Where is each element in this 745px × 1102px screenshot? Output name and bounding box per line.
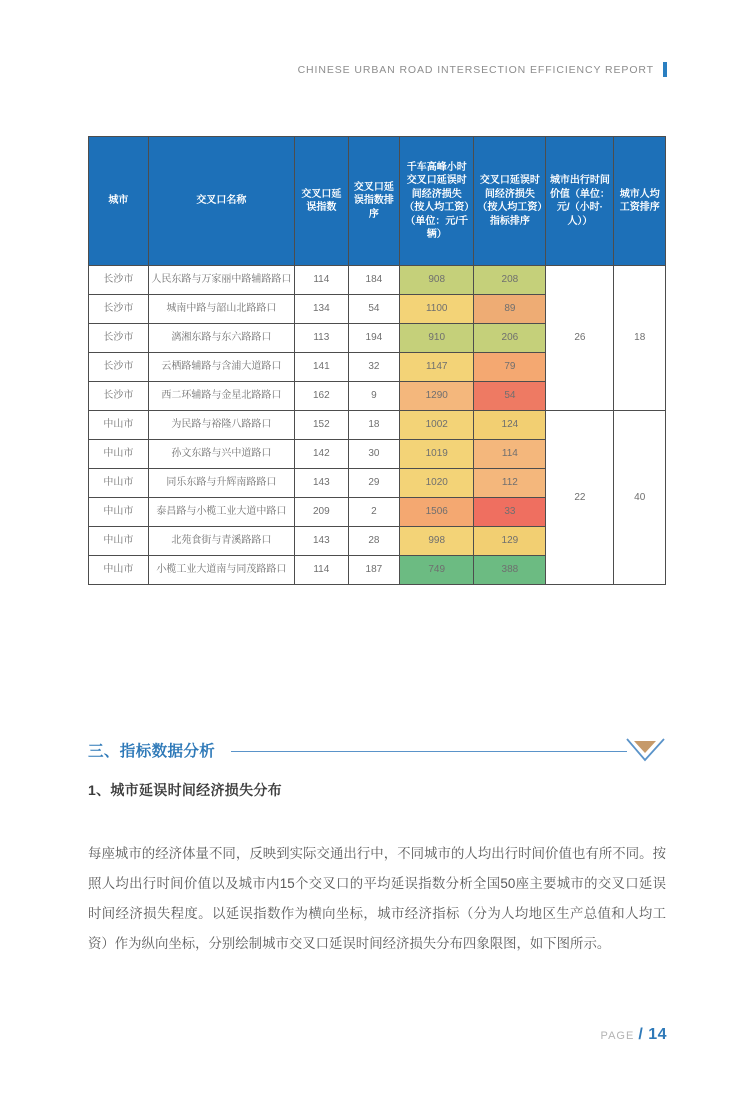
cell-economic-loss: 908: [400, 266, 474, 295]
cell-delay-index-rank: 184: [348, 266, 400, 295]
cell-travel-time-value: 22: [546, 411, 614, 585]
cell-wage-rank: 18: [614, 266, 666, 411]
cell-economic-loss-rank: 129: [474, 527, 546, 556]
column-header-travel-time-value: 城市出行时间价值（单位：元/（小时·人））: [546, 137, 614, 266]
cell-delay-index-rank: 9: [348, 382, 400, 411]
cell-intersection-name: 漓湘东路与东六路路口: [148, 324, 294, 353]
cell-economic-loss-rank: 79: [474, 353, 546, 382]
cell-economic-loss: 1290: [400, 382, 474, 411]
cell-delay-index-rank: 30: [348, 440, 400, 469]
cell-delay-index-rank: 32: [348, 353, 400, 382]
cell-economic-loss-rank: 206: [474, 324, 546, 353]
cell-economic-loss: 1100: [400, 295, 474, 324]
cell-intersection-name: 泰昌路与小榄工业大道中路口: [148, 498, 294, 527]
running-title: CHINESE URBAN ROAD INTERSECTION EFFICIENCY REPORT: [297, 63, 654, 76]
table-row: [89, 266, 666, 295]
cell-delay-index: 114: [295, 266, 349, 295]
cell-economic-loss: 1019: [400, 440, 474, 469]
cell-delay-index-rank: 54: [348, 295, 400, 324]
cell-city: 长沙市: [89, 266, 149, 295]
cell-delay-index: 114: [295, 556, 349, 585]
header-accent-bar: [663, 62, 667, 77]
cell-economic-loss-rank: 208: [474, 266, 546, 295]
cell-city: 长沙市: [89, 353, 149, 382]
cell-city: 中山市: [89, 498, 149, 527]
cell-economic-loss: 910: [400, 324, 474, 353]
page-label: PAGE: [600, 1030, 635, 1042]
page-footer: [601, 1026, 667, 1044]
cell-city: 中山市: [89, 440, 149, 469]
table-body: [89, 266, 666, 585]
cell-intersection-name: 城南中路与韶山北路路口: [148, 295, 294, 324]
table-header-row: [89, 137, 666, 266]
section-rule: [231, 751, 627, 752]
cell-delay-index: 142: [295, 440, 349, 469]
column-header-intersection-name: 交叉口名称: [148, 137, 294, 266]
column-header-economic-loss-rank: 交叉口延误时间经济损失（按人均工资）指标排序: [474, 137, 546, 266]
column-header-delay-index-rank: 交叉口延误指数排序: [348, 137, 400, 266]
cell-economic-loss: 1002: [400, 411, 474, 440]
cell-intersection-name: 为民路与裕隆八路路口: [148, 411, 294, 440]
cell-city: 中山市: [89, 469, 149, 498]
cell-delay-index-rank: 2: [348, 498, 400, 527]
cell-city: 中山市: [89, 411, 149, 440]
cell-economic-loss-rank: 33: [474, 498, 546, 527]
cell-delay-index-rank: 187: [348, 556, 400, 585]
document-running-header: [298, 62, 667, 77]
body-paragraph: 每座城市的经济体量不同，反映到实际交通出行中，不同城市的人均出行时间价值也有所不同。按照人均出行时间价值以及城市内15个交叉口的平均延误指数分析全国50座主要城市的交叉口延误时间经济损失程度。以延误指数作为横向坐标，城市经济指标（分为人均地区生产总值和人均工资）作为纵向坐标，分别绘制城市交叉口延误时间经济损失分布四象限图，如下图所示。: [88, 846, 666, 952]
cell-economic-loss-rank: 112: [474, 469, 546, 498]
cell-delay-index-rank: 29: [348, 469, 400, 498]
intersection-data-table: [88, 136, 666, 585]
cell-economic-loss: 1147: [400, 353, 474, 382]
cell-delay-index: 162: [295, 382, 349, 411]
cell-city: 长沙市: [89, 295, 149, 324]
cell-economic-loss-rank: 388: [474, 556, 546, 585]
chevron-down-decoration-icon: [626, 737, 666, 763]
cell-city: 中山市: [89, 556, 149, 585]
cell-economic-loss: 749: [400, 556, 474, 585]
cell-delay-index-rank: 194: [348, 324, 400, 353]
cell-delay-index-rank: 18: [348, 411, 400, 440]
cell-delay-index: 141: [295, 353, 349, 382]
subsection-title: 1、城市延误时间经济损失分布: [88, 782, 282, 798]
section-heading: [88, 737, 666, 763]
cell-economic-loss: 998: [400, 527, 474, 556]
table-row: [89, 411, 666, 440]
column-header-city: 城市: [89, 137, 149, 266]
cell-intersection-name: 同乐东路与升辉南路路口: [148, 469, 294, 498]
column-header-economic-loss: 千车高峰小时交叉口延误时间经济损失（按人均工资）（单位：元/千辆）: [400, 137, 474, 266]
cell-delay-index: 152: [295, 411, 349, 440]
cell-economic-loss-rank: 89: [474, 295, 546, 324]
column-header-delay-index: 交叉口延误指数: [295, 137, 349, 266]
intersection-data-table-wrapper: [88, 136, 666, 585]
cell-wage-rank: 40: [614, 411, 666, 585]
cell-intersection-name: 孙文东路与兴中道路口: [148, 440, 294, 469]
cell-economic-loss-rank: 54: [474, 382, 546, 411]
cell-travel-time-value: 26: [546, 266, 614, 411]
cell-intersection-name: 北苑食街与青溪路路口: [148, 527, 294, 556]
cell-economic-loss: 1020: [400, 469, 474, 498]
cell-city: 中山市: [89, 527, 149, 556]
cell-intersection-name: 人民东路与万家丽中路辅路路口: [148, 266, 294, 295]
cell-delay-index: 209: [295, 498, 349, 527]
section-title: 三、指标数据分析: [88, 743, 216, 760]
page-number: / 14: [638, 1026, 667, 1043]
cell-delay-index: 113: [295, 324, 349, 353]
cell-delay-index: 143: [295, 527, 349, 556]
cell-city: 长沙市: [89, 382, 149, 411]
cell-delay-index-rank: 28: [348, 527, 400, 556]
cell-delay-index: 134: [295, 295, 349, 324]
cell-intersection-name: 云栖路辅路与含浦大道路口: [148, 353, 294, 382]
cell-intersection-name: 小榄工业大道南与同茂路路口: [148, 556, 294, 585]
cell-intersection-name: 西二环辅路与金星北路路口: [148, 382, 294, 411]
cell-economic-loss-rank: 124: [474, 411, 546, 440]
column-header-wage-rank: 城市人均工资排序: [614, 137, 666, 266]
cell-economic-loss: 1506: [400, 498, 474, 527]
cell-city: 长沙市: [89, 324, 149, 353]
cell-delay-index: 143: [295, 469, 349, 498]
cell-economic-loss-rank: 114: [474, 440, 546, 469]
